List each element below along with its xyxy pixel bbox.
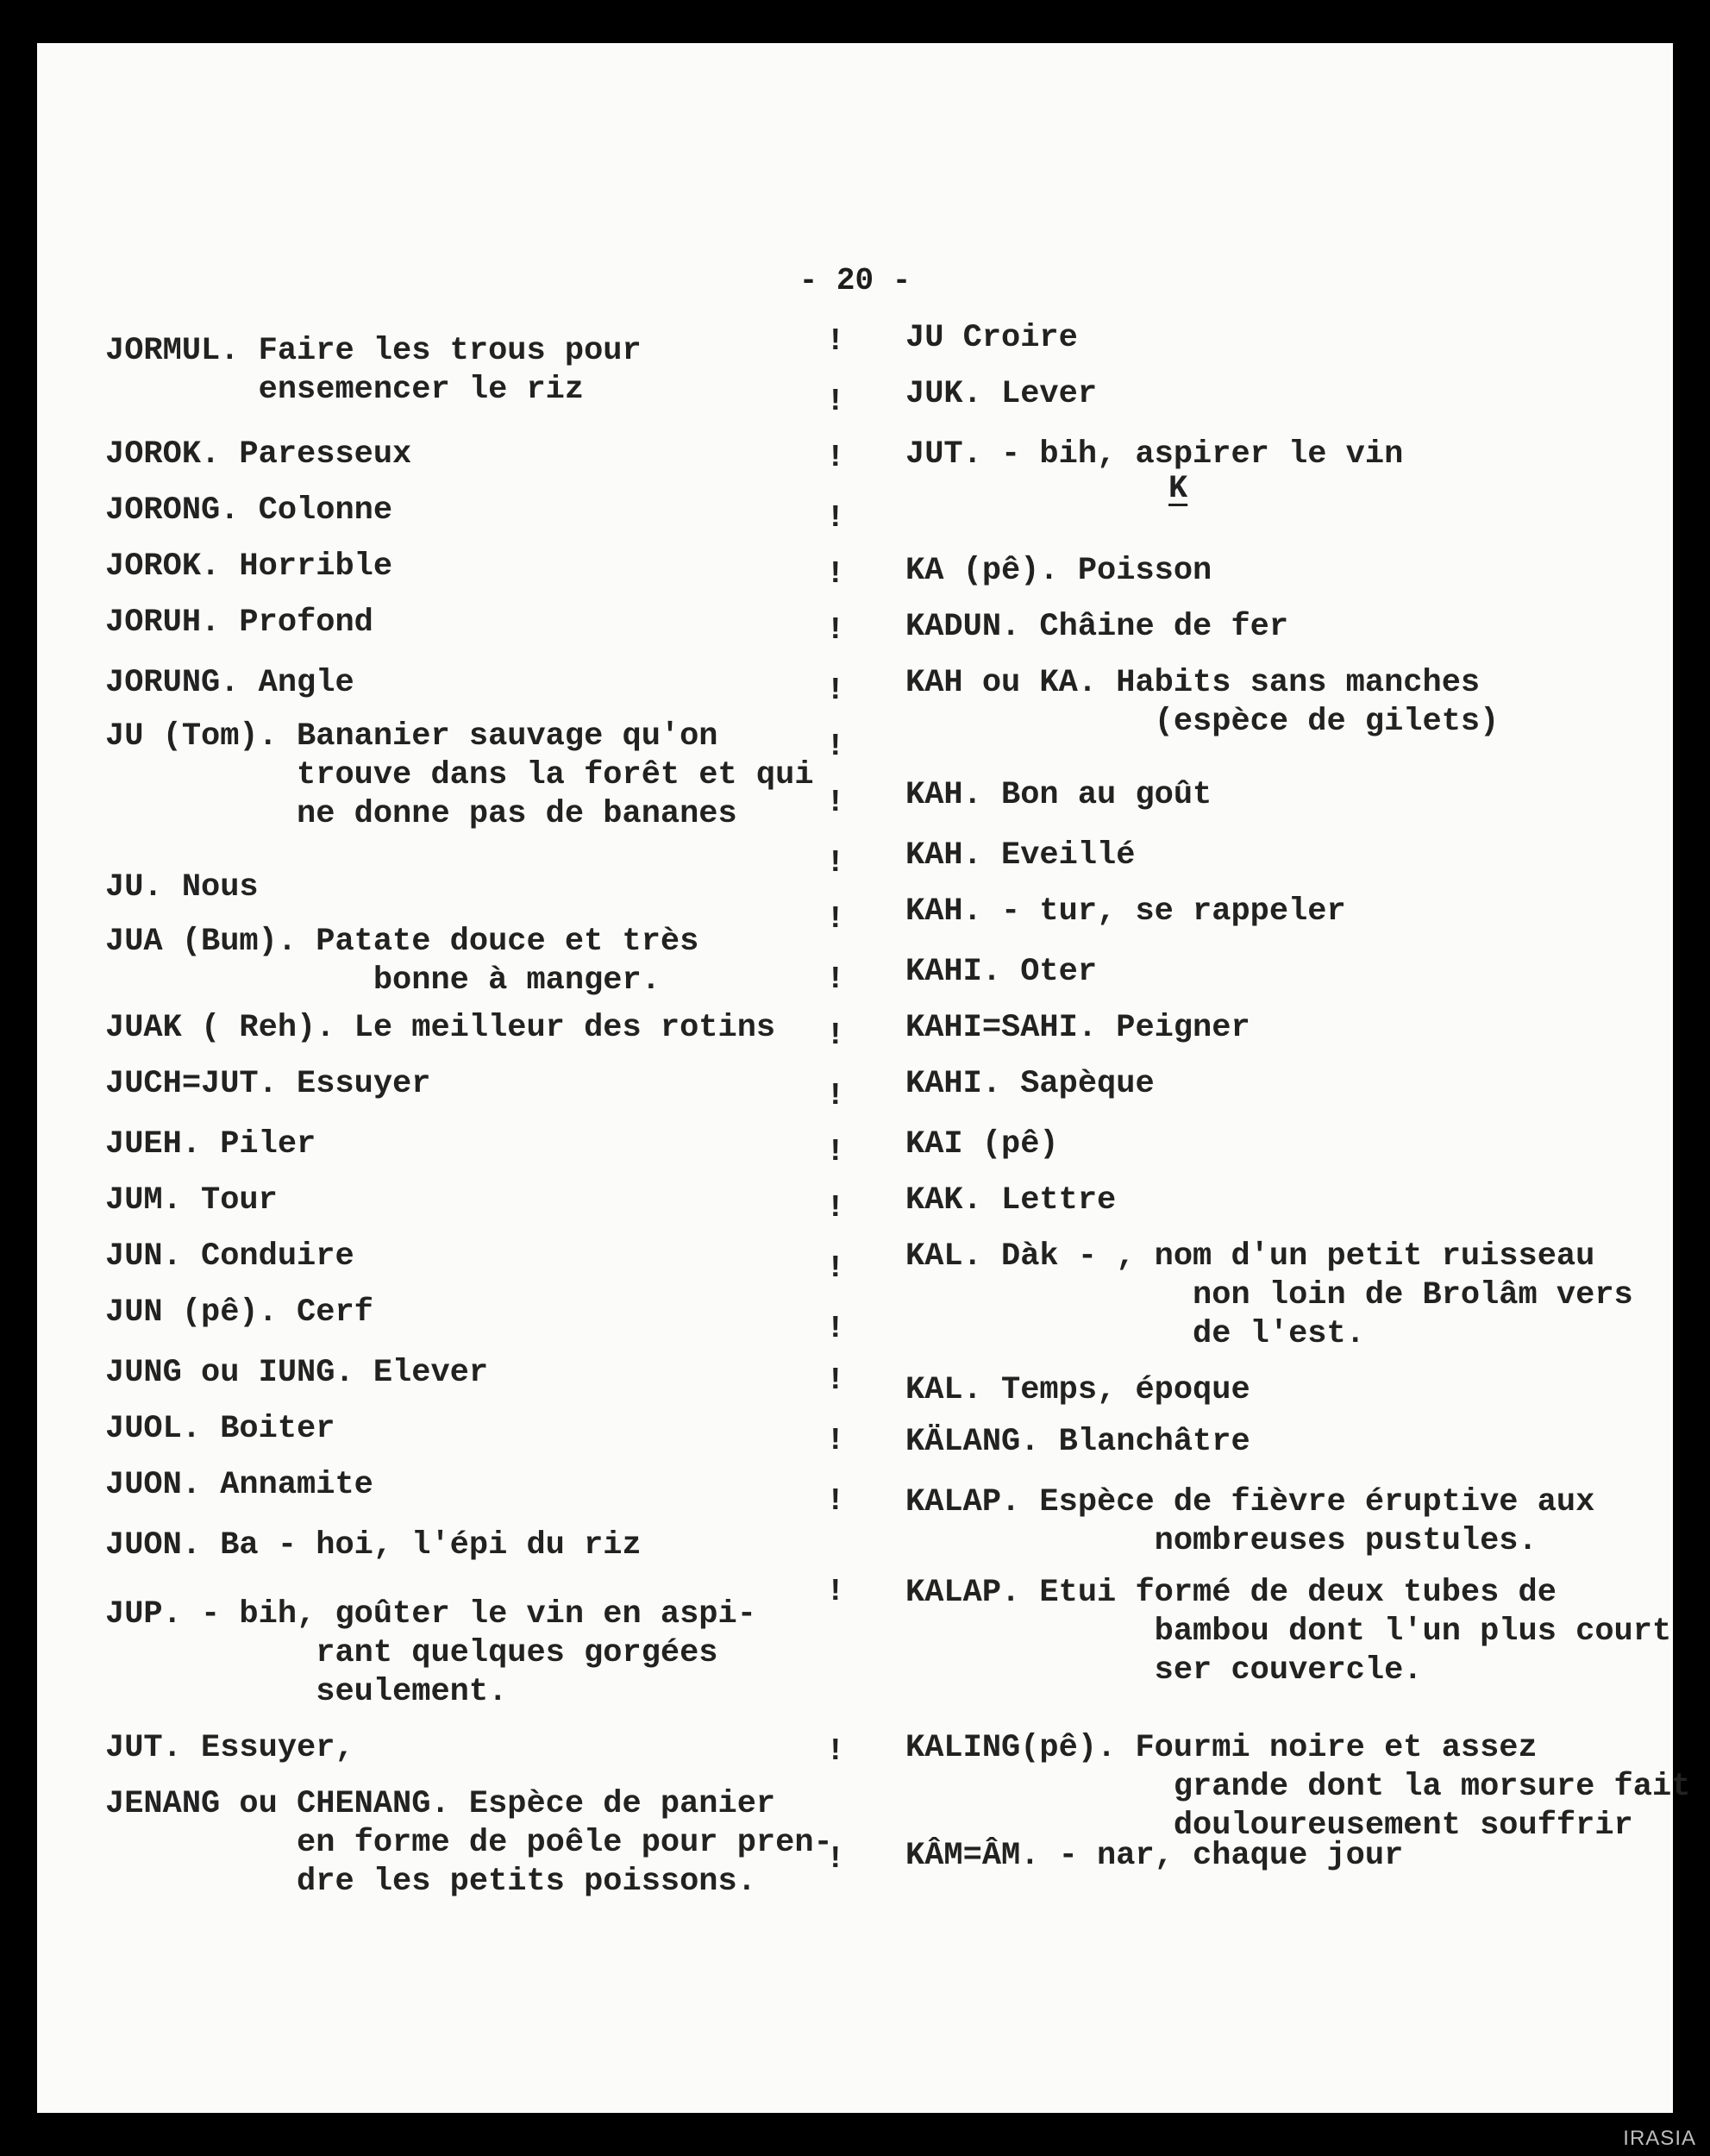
entry-line: JU. Nous: [105, 869, 259, 906]
dictionary-entry: [905, 1574, 1671, 1690]
dictionary-entry: [105, 548, 392, 586]
entry-line: JUCH=JUT. Essuyer: [105, 1066, 431, 1102]
dictionary-entry: [105, 1785, 833, 1902]
entry-line: KAHI. Oter: [905, 954, 1098, 990]
dictionary-entry: [105, 1410, 335, 1449]
section-heading: [1168, 470, 1187, 509]
entry-line: KAH ou KA. Habits sans manches: [905, 665, 1481, 701]
entry-line: JORUNG. Angle: [105, 665, 354, 701]
entry-line: grande dont la morsure fait: [905, 1769, 1691, 1805]
separator-mark: !: [826, 729, 845, 764]
entry-line: JUA (Bum). Patate douce et très: [105, 924, 699, 960]
dictionary-entry: [105, 1181, 278, 1220]
entry-line: KAH. Eveillé: [905, 837, 1136, 874]
separator-mark: !: [826, 323, 845, 359]
entry-line: JUN. Conduire: [105, 1238, 354, 1275]
entry-line: KAH. Bon au goût: [905, 777, 1212, 813]
entry-line: trouve dans la forêt et qui: [105, 757, 814, 793]
entry-line: KAHI. Sapèque: [905, 1066, 1155, 1102]
separator-mark: !: [826, 785, 845, 820]
entry-line: KALAP. Etui formé de deux tubes de: [905, 1575, 1557, 1611]
dictionary-entry: [905, 1009, 1250, 1048]
entry-line: douloureusement souffrir: [905, 1808, 1633, 1844]
dictionary-entry: [105, 604, 373, 642]
dictionary-entry: [905, 375, 1097, 414]
dictionary-entry: [905, 893, 1346, 931]
dictionary-entry: [105, 1294, 373, 1332]
entry-line: JUT. - bih, aspirer le vin: [905, 436, 1404, 473]
entry-line: JUON. Ba - hoi, l'épi du riz: [105, 1527, 642, 1564]
entry-line: KAL. Temps, époque: [905, 1372, 1250, 1408]
dictionary-entry: [905, 436, 1403, 474]
separator-mark: !: [826, 1733, 845, 1769]
entry-line: ne donne pas de bananes: [105, 796, 737, 832]
entry-line: JUAK ( Reh). Le meilleur des rotins: [105, 1010, 776, 1046]
entry-line: JOROK. Paresseux: [105, 436, 412, 473]
dictionary-entry: [105, 923, 698, 1000]
entry-line: JUM. Tour: [105, 1182, 278, 1219]
dictionary-entry: [905, 1181, 1116, 1220]
dictionary-entry: [105, 332, 642, 410]
entry-line: nombreuses pustules.: [905, 1523, 1538, 1559]
dictionary-entry: [105, 1595, 756, 1712]
separator-mark: !: [826, 1018, 845, 1053]
dictionary-entry: [905, 1238, 1633, 1354]
separator-mark: !: [826, 1250, 845, 1286]
entry-line: non loin de Brolâm vers: [905, 1277, 1633, 1313]
dictionary-entry: [105, 868, 259, 907]
dictionary-entry: [105, 1238, 354, 1276]
separator-mark: !: [826, 556, 845, 592]
separator-mark: !: [826, 1134, 845, 1169]
watermark-logo: IRASIA: [1623, 2127, 1696, 2150]
entry-line: KAHI=SAHI. Peigner: [905, 1010, 1250, 1046]
dictionary-entry: [905, 1483, 1594, 1561]
separator-mark: !: [826, 384, 845, 419]
dictionary-entry: [905, 608, 1288, 647]
dictionary-entry: [105, 1125, 316, 1164]
separator-mark: !: [826, 673, 845, 708]
dictionary-entry: [905, 1423, 1250, 1462]
entry-line: KÄLANG. Blanchâtre: [905, 1424, 1250, 1460]
dictionary-entry: [905, 953, 1097, 992]
dictionary-entry: [105, 664, 354, 703]
separator-mark: !: [826, 612, 845, 648]
dictionary-entry: [105, 1354, 488, 1393]
dictionary-entry: [905, 776, 1212, 815]
separator-mark: !: [826, 1363, 845, 1398]
page-number: - 20 -: [799, 263, 911, 298]
dictionary-entry: [905, 1837, 1403, 1876]
separator-mark: !: [826, 1841, 845, 1877]
entry-line: rant quelques gorgées: [105, 1635, 718, 1671]
separator-mark: !: [826, 1483, 845, 1519]
entry-line: KAL. Dàk - , nom d'un petit ruisseau: [905, 1238, 1595, 1275]
entry-line: de l'est.: [905, 1316, 1365, 1352]
entry-line: ser couvercle.: [905, 1652, 1423, 1689]
dictionary-entry: [105, 1526, 642, 1565]
entry-line: JUNG ou IUNG. Elever: [105, 1355, 489, 1391]
dictionary-entry: [905, 1371, 1250, 1410]
entry-line: JORONG. Colonne: [105, 492, 393, 529]
entry-line: (espèce de gilets): [905, 704, 1500, 740]
entry-line: KAK. Lettre: [905, 1182, 1117, 1219]
dictionary-entry: [105, 718, 814, 834]
dictionary-entry: [105, 492, 392, 530]
entry-line: KAI (pê): [905, 1126, 1059, 1163]
entry-line: JUN (pê). Cerf: [105, 1294, 373, 1331]
entry-line: seulement.: [105, 1674, 508, 1710]
entry-line: KA (pê). Poisson: [905, 553, 1212, 589]
separator-mark: !: [826, 901, 845, 937]
entry-line: KALAP. Espèce de fièvre éruptive aux: [905, 1484, 1595, 1520]
entry-line: JORMUL. Faire les trous pour: [105, 333, 642, 369]
entry-line: bonne à manger.: [105, 962, 661, 999]
entry-line: JENANG ou CHENANG. Espèce de panier: [105, 1786, 776, 1822]
entry-line: JUK. Lever: [905, 376, 1098, 412]
entry-line: JUOL. Boiter: [105, 1411, 335, 1447]
dictionary-entry: [105, 1009, 775, 1048]
separator-mark: !: [826, 440, 845, 475]
separator-mark: !: [826, 845, 845, 881]
entry-line: JUEH. Piler: [105, 1126, 316, 1163]
entry-line: JUON. Annamite: [105, 1467, 373, 1503]
entry-line: KALING(pê). Fourmi noire et assez: [905, 1730, 1538, 1766]
dictionary-entry: [105, 1065, 430, 1104]
entry-line: JUT. Essuyer,: [105, 1730, 354, 1766]
entry-line: ensemencer le riz: [105, 372, 585, 408]
entry-line: JORUH. Profond: [105, 605, 373, 641]
entry-line: JUP. - bih, goûter le vin en aspi-: [105, 1596, 756, 1633]
dictionary-entry: [905, 664, 1499, 742]
dictionary-entry: [905, 837, 1135, 875]
dictionary-entry: [105, 1466, 373, 1505]
entry-line: dre les petits poissons.: [105, 1864, 756, 1900]
dictionary-entry: [905, 319, 1078, 358]
dictionary-entry: [105, 436, 411, 474]
separator-mark: !: [826, 1190, 845, 1225]
entry-line: KÂM=ÂM. - nar, chaque jour: [905, 1838, 1404, 1874]
separator-mark: !: [826, 1311, 845, 1346]
entry-line: en forme de poêle pour pren-: [105, 1825, 833, 1861]
separator-mark: !: [826, 500, 845, 536]
entry-line: JU (Tom). Bananier sauvage qu'on: [105, 718, 718, 755]
section-letter: K: [1168, 471, 1188, 507]
dictionary-entry: [905, 1065, 1155, 1104]
separator-mark: !: [826, 1423, 845, 1458]
dictionary-entry: [905, 1125, 1059, 1164]
dictionary-entry: [905, 552, 1212, 591]
entry-line: KADUN. Châine de fer: [905, 609, 1289, 645]
column-separator: [826, 319, 852, 1915]
dictionary-entry: [905, 1729, 1690, 1846]
dictionary-entry: [105, 1729, 354, 1768]
separator-mark: !: [826, 1574, 845, 1609]
entry-line: JOROK. Horrible: [105, 548, 393, 585]
entry-line: bambou dont l'un plus court: [905, 1614, 1672, 1650]
entry-line: JU Croire: [905, 320, 1078, 356]
entry-line: KAH. - tur, se rappeler: [905, 893, 1346, 930]
separator-mark: !: [826, 1078, 845, 1113]
separator-mark: !: [826, 962, 845, 997]
